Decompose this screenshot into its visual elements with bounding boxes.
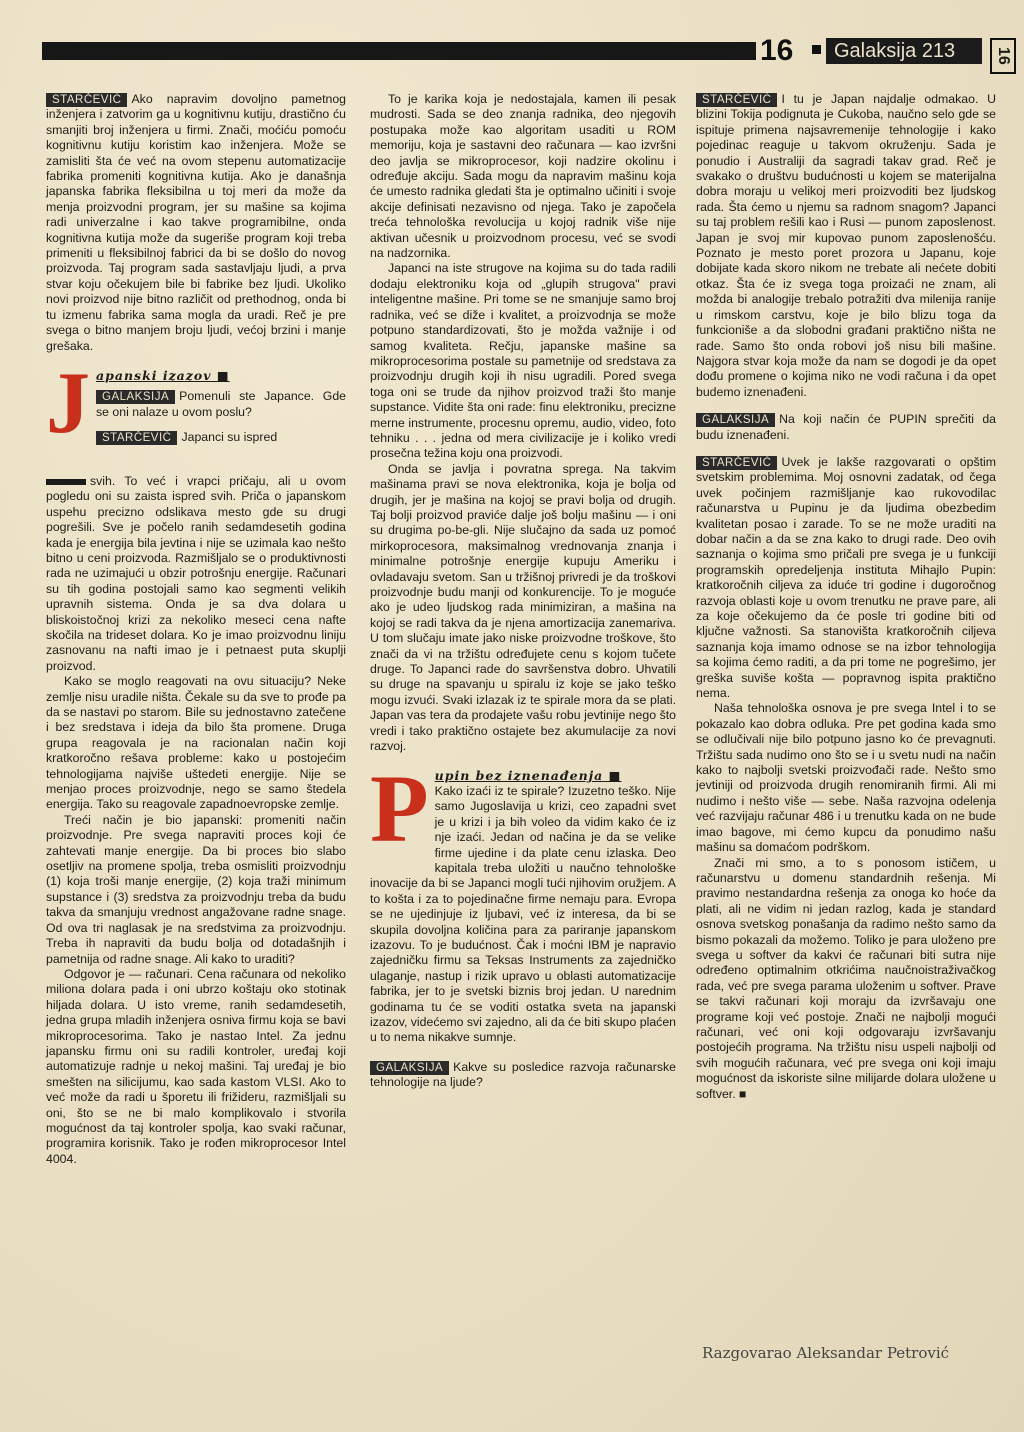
section-heading: upin bez iznenađenja ■	[434, 768, 622, 784]
column-1	[46, 92, 346, 1167]
column-3	[696, 92, 996, 1102]
paragraph: Uvek je lakše razgovarati o opštim svetskim problemima. Moj osnovni zadatak, od čega uvek počinjem razmišljanje kao rukovodilac računarstva u Pupinu je da ljudima obezbedim kvalitetan posao i zarade. To se ne može uraditi na dobar način a da se zna kako to drugi rade. Deo ovih saznanja o kojima smo pričali pre svega je u funkciji programskih opredeljenja instituta Mihajlo Pupin: kratkoročnih ciljeva za iduće tri godine i dugoročnog razvoja oblasti koje u ovom trenutku ne prave pare, ali za koje očekujemo da će posle tri godine biti od ključne važnosti. Sa stanovišta kratkoročnih ciljeva saznanja koja imamo odnose se na izbor tehnologija sa kojima ćemo raditi, a da pri tome ne pogrešimo, jer greška suviše košta — popravnog ispita praktično nema.	[696, 454, 996, 701]
column-2	[370, 92, 676, 1091]
paragraph: Japanci su ispred	[181, 430, 278, 445]
paragraph: Odgovor je — računari. Cena računara od nekoliko miliona dolara pada i oni ubrzo koštaju oko stotinak hiljada dolara. U isto vreme, ranih sedamdesetih, jedna grupa mladih inženjera osniva firmu koja se bavi mikroprocesorima. Tako je nastao Intel. Za jednu japansku firmu oni su radili kontroler, uređaj koji automatizuje radnje u nekoj mašini. Taj uređaj je bio smešten na silicijumu, kao sada kastom VLSI. Ako to već može da radi u šporetu ili frižideru, razmišljali su oni, što se ne bi malo komplikovalo i stvorila mogućnost da taj kontroler spolja, kao svaki računar, programira korisnik. Tako je rođen mikroprocesor Intel 4004.	[46, 966, 346, 1166]
header-square	[812, 45, 821, 54]
paragraph: Naša tehnološka osnova je pre svega Intel i to se pokazalo kao dobra odluka. Pre pet godina kada smo se odlučivali nije bilo potpuno jasno ko će prevagnuti. Tržištu sada nudimo ono što se i u svetu nudi na način kako to najbolji svetski proizvođači rade. Nešto smo jevtiniji od proizvoda drugih renomiranih firmi. Ali mi nudimo i nešto više — sebe. Naša razvojna odelenja već razvijaju računar 486 i u trenutku kada on ne bude imao bagove, mi ćemo kupcu da ponudimo našu mašinu sa domaćom podrškom.	[696, 701, 996, 855]
question: Na koji način će PUPIN sprečiti da budu iznenađeni.	[696, 412, 996, 442]
speaker-tag: STARČEVIĆ	[696, 456, 777, 470]
page-number: 16	[760, 34, 794, 67]
question: Pomenuli ste Japance. Gde se oni nalaze u ovom poslu?	[96, 389, 346, 419]
paragraph: Japanci na iste strugove na kojima su do tada radili dodaju elektroniku koja od „glupih strugova" pravi inteligentne mašine. Pri tome se ne smanjuje samo broj radnika, već se diže i kvalitet, a proizvodnja se može potpuno standardizovati, što je možda važnije i od samog kvaliteta. Rečju, japanske mašine sa mikroprocesorima postale su pametnije od sredstava za proizvodnju drugih koji ih nisu ugradili. Pored svega toga oni se trude da njihov proizvod traži što manje supstance. Vidite šta oni rade: finu elektroniku, precizne merne instrumente, procesnu opremu, audio, video, foto tehniku . . . jedna od mera civilizacije je i koliko vredi prosečna težina koju ona proizvodi.	[370, 261, 676, 461]
paragraph: Treći način je bio japanski: promeniti način proizvodnje. Pre svega napraviti proces koji će zahtevati manje energije. Da bi proces bio slabo osetljiv na promene spolja, treba osmisliti proizvodnju (1) koja troši manje energije, (2) koja traži minimum supstance i (3) sredstva za proizvodnju treba da budu takva da smanjuju vrednost angažovane radne snage. Od ova tri naglasak je na sredstvima za proizvodnju. Treba ih napraviti da budu bolja od dotadašnjih i pametnija od radne snage. Ali kako to uraditi?	[46, 812, 346, 966]
section-heading: apanski izazov ■	[96, 367, 230, 383]
paragraph: Kako se moglo reagovati na ovu situaciju? Neke zemlje nisu uradile ništa. Čekale su da sve to prođe pa da se nastavi po starom. Bile su jednostavno zatečene i bez sredstava i ideja da bilo šta promene. Druga grupa reagovala je na racionalan način koji kratkoročno rešava probleme: kako u postojećim tehnologijama najviše uštedeti energije. Nije se menjao proces proizvodnje, nego se samo štedela energija. Tako su reagovale zapadnoevropske zemlje.	[46, 674, 346, 812]
speaker-tag: STARČEVIĆ	[96, 431, 177, 445]
side-page-number: 16	[990, 38, 1016, 74]
speaker-tag: GALAKSIJA	[696, 413, 775, 427]
speaker-tag: GALAKSIJA	[96, 390, 175, 404]
header-bar	[42, 42, 756, 60]
question: Kakve su posledice razvoja računarske tehnologije na ljude?	[370, 1059, 676, 1090]
paragraph: svih. To već i vrapci pričaju, ali u ovom pogledu oni su zaista ispred svih. Priča o japanskom uspehu precizno odslikava mesto gde su drugi pogrešili. Sve je počelo ranih sedamdesetih godina kada je energija bila jevtina i nije se uzimala kao nešto bitno u ceni proizvoda. Razmišljalo se o produktivnosti rada ne uzimajući u obzir potrošnju energije. Računari su tih godina postojali samo kao segmenti velikih upravnih sistema. Onda je sa dva dolara u bliskoistočnoj krizi za nekoliko meseci cena nafte skočila na trideset dolara. Ko je imao proizvodnu liniju zasnovanu na nafti imao je i petnaest puta skuplji proizvod.	[46, 473, 346, 673]
paragraph: To je karika koja je nedostajala, kamen ili pesak mudrosti. Sada se deo znanja radnika, deo njegovih postupaka može kao algoritam usaditi u ROM memoriju, koja je sastavni deo računara — kao izvršni deo javlja se mikroprocesor, koji nadzire okolinu i određuje akciju. Sada mogu da napravim mašinu koja će umesto radnika gledati šta je optimalno učiniti i svoje akcije definisati nezavisno od njega. Tako je započela treća tehnološka revolucija u kojoj radnik više nije aktivan učesnik u proizvodnom procesu, već se svodi na nadzornika.	[370, 92, 676, 261]
speaker-tag: STARČEVIĆ	[696, 93, 777, 107]
speaker-tag: STARČEVIĆ	[46, 93, 127, 107]
paragraph: Onda se javlja i povratna sprega. Na takvim mašinama pravi se nova elektronika, koja je bolja od drugih, jer je mašina na kojoj se pravi bolja od drugih. Taj bolji proizvod praviće dalje još bolju mašinu — i oni su drugima po-be-gli. Nije slučajno da sada uz pomoć mirkoprocesora, maksimalnog vrednovanja znanja i minimalne potrošnje energije kupuju Ameriku i ovladavaju svetom. San u tržišnoj privredi je da troškovi proizvodnje budu manji od konkurencije. To je moguće ako je udeo ljudskog rada minimiziran, a mašina na kojoj se radi takva da je njena amortizacija zanemariva. U tom slučaju imate jako niske proizvodne troškove, što znači da vi na tržištu određujete cenu s kojom tučete druge. To Japanci rade do savršenstva dobro. Uhvatili su druge na spavanju u spiralu iz koje se jako teško mogu izvući. Svaki izlazak iz te spirale mora da se plati. Japan vas tera da prodajete vašu robu jevtinije nego što vredi i tako praktično ostajete bez akumulacije za novi razvoj.	[370, 461, 676, 754]
paragraph: I tu je Japan najdalje odmakao. U blizini Tokija podignuta je Cukoba, naučno selo gde se ispituje primena najsavremenije tehnologije i kako pojedinac reaguje u takvom okruženju. Sada je ponudio i Australiji da sagradi takav grad. Reč je svakako o društvu budućnosti u kojem se materijalna dobra moraju u velikoj meri proizvoditi bez ljudskog rada. Šta ćemo u njemu sa radnom snagom? Japanci su taj problem rešili kao i Rusi — punom zaposlenost. Japan je svoj mir kupovao punom zaposlenošću. Poznato je mesto poret prozora u Japanu, koje dobijate kada skoro nikom ne trebate ali nećete dobiti otkaz. Šta će iz svega toga proizaći ne znam, ali možda bi analogije trebalo potražiti dva milenija ranije u rimskom carstvu, koje je bilo blizu toga da funkcioniše a da slobodni građani praktično ništa ne rade. Samo što onda robovi još nisu bili mašine. Najgora stvar koja može da nam se dogodi je da opet dođu promene o kojima niko ne vodi računa i da opet budemo iznenađeni.	[696, 92, 996, 399]
paragraph: Znači mi smo, a to s ponosom ističem, u računarstvu u domenu standardnih rešenja. Mi pravimo nestandardna rešenja za onoga ko hoće da plati, ali ne vidim ni jedan razlog, kada je standard osnova svetskog ponašanja da radimo nešto samo da bismo pokazali da možemo. Toliko je para uloženo pre svega u softver da kakvi će računari biti sutra nije određeno optimalnim otkrićima naučnoistraživačkog rada, već pre svega parama uloženim u softver. Prave se takvi računari koji moraju da izvršavaju one programe koji već postoje. Znači ne najbolji mogući računari, već oni koji odgovaraju izvršavanju postojećih programa. Na tržištu nisu uspeli najbolji od svih mogućih računara, već pre svega oni koji imaju mogućnost da iskoriste silne milijarde dolara uložene u softver. ■	[696, 855, 996, 1101]
rule-bar	[46, 479, 86, 485]
paragraph: Ako napravim dovoljno pametnog inženjera i zatvorim ga u kognitivnu kutiju, drastično ću smanjiti broj inženjera u firmi. Znači, moćiću pomoću kognitivnu kutiju koristim kao inženjera. Može se zamisliti šta će već na ovom stepenu automatizacije fabrika promeniti kognitivna kutija. Ako je današnja japanska fabrika fleksibilna u toj meri da može da menja proizvodni program, jer su mašine sa kojima radi univerzalne i kao takve programibilne, onda kognitivna kutija može da sugeriše program koji treba primeniti u fleksibilnoj fabrici da bi se došlo do novog proizvoda. Taj program sada sastavljaju ljudi, a prva stvar koju očekujem bile bi fabrike bez ljudi. Ukoliko novi proizvod nije bitno različit od prethodnog, onda bi tu izmenu fabrika sama mogla da uradi. Reč je pre svega o bitno manjem broju ljudi, većoj brzini i manje grešaka.	[46, 92, 346, 353]
dropcap-letter: P	[370, 755, 429, 863]
paragraph: Kako izaći iz te spirale? Izuzetno teško. Nije samo Jugoslavija u krizi, ceo zapadni svet je u krizi i ja bih voleo da vidim kako će iz nje izaći. Jedan od načina je da se velike firme ujedine i da plate cenu izlaska. Deo kapitala treba uložiti u naučno tehnološke inovacije da bi se Japanci mogli tući njihovim oružjem. A to košta i za to pojedinačne firme nemaju para. Evropa se ne ujedinjuje iz ljubavi, već iz interesa, da bi se skupila dovoljna količina para za pariranje japanskom izazovu. To je budućnost. Čak i moćni IBM je napravio zajedničku firmu sa Teksas Instruments za zajedničko ulaganje, nastup i rizik upravo u oblasti automatizacije fabrika, jer to je svetski biznis broj jedan. U narednim godinama tu će se voditi ostatka sveta na japanski izazov, videćemo svi zajedno, ali da će biti skupo plaćen u to nema nikakve sumnje.	[370, 783, 676, 1045]
dropcap-letter: J	[46, 354, 90, 452]
magazine-title: Galaksija 213	[826, 38, 982, 64]
speaker-tag: GALAKSIJA	[370, 1061, 449, 1075]
byline: Razgovarao Aleksandar Petrović	[702, 1344, 950, 1362]
